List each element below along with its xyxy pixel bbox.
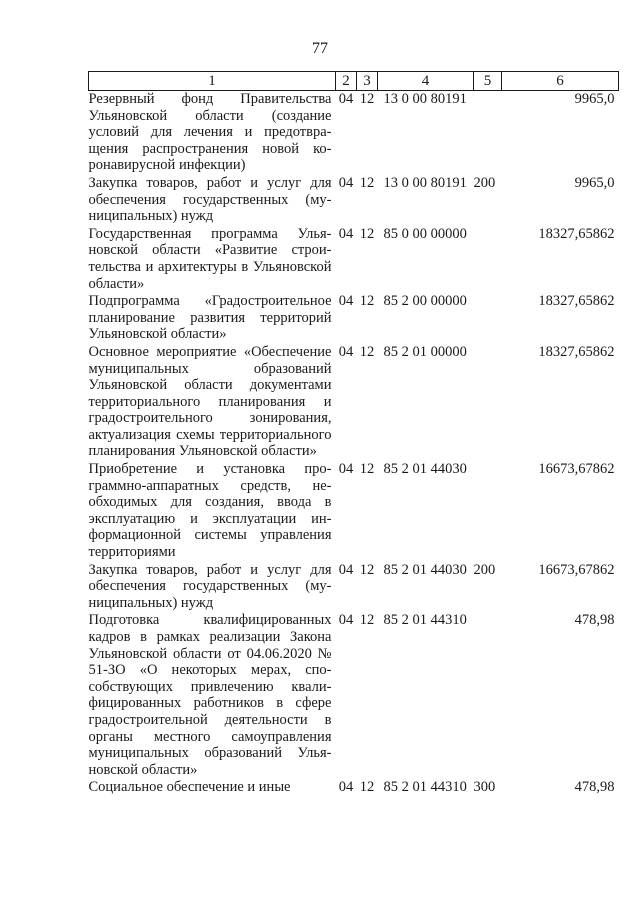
row-name: Приобретение и установка программно-аппаратных средств, необходимых для создания, ввода в эксплуатацию и эксплуатации информационной системы управления территориями — [88, 461, 332, 561]
row-chapter: 04 — [338, 293, 354, 310]
row-expense-type: 300 — [473, 779, 496, 796]
row-amount: 478,98 — [574, 612, 615, 629]
row-name: Подготовка квалифицированных кадров в рамках реализации Закона Ульяновской области от 04.06.2020 № 51-ЗО «О некоторых мерах, способствующих привлечению квалифицированных работников в сфере градостроительной деятельности в органы местного самоуправления муниципальных образований Ульяновской области» — [88, 612, 332, 778]
row-target-code: 85 2 01 44310 — [383, 779, 467, 796]
row-amount: 18327,65862 — [538, 225, 615, 242]
row-section: 12 — [359, 461, 375, 478]
row-chapter: 04 — [338, 779, 354, 796]
row-expense-type — [474, 91, 502, 175]
row-name: Государственная программа Ульяновской области «Развитие строительства и архитектуры в Ульяновской области» — [88, 225, 332, 292]
table-row — [89, 175, 619, 226]
row-name: Закупка товаров, работ и услуг для обеспечения государственных (муниципальных) нужд — [88, 174, 332, 225]
row-name: Закупка товаров, работ и услуг для обеспечения государственных (муниципальных) нужд — [88, 561, 332, 611]
row-section: 12 — [359, 174, 375, 191]
table-row — [89, 344, 619, 461]
table-row — [89, 562, 619, 613]
row-amount: 9965,0 — [574, 174, 615, 191]
row-section: 12 — [359, 343, 375, 360]
row-name: Резервный фонд Правительства Ульяновской области (создание условий для лечения и предотвращения распространения новой коронавирусной инфекции) — [88, 91, 332, 174]
header-col-2: 2 — [336, 72, 357, 91]
row-expense-type: 200 — [473, 174, 496, 191]
row-chapter: 04 — [338, 612, 354, 629]
row-section: 12 — [359, 561, 375, 578]
table-row — [89, 293, 619, 344]
row-expense-type — [474, 226, 502, 293]
header-col-3: 3 — [357, 72, 378, 91]
row-expense-type — [474, 344, 502, 461]
table-body — [89, 91, 619, 797]
row-chapter: 04 — [338, 461, 354, 478]
row-target-code: 85 2 01 44030 — [383, 561, 467, 578]
row-section: 12 — [359, 91, 375, 107]
row-section: 12 — [359, 612, 375, 629]
table-row — [89, 226, 619, 293]
row-expense-type — [474, 612, 502, 779]
budget-table-container — [88, 71, 618, 797]
row-chapter: 04 — [338, 91, 354, 107]
row-target-code: 85 2 01 00000 — [383, 343, 467, 360]
row-name: Социальное обеспечение и иные — [88, 779, 291, 796]
row-amount: 18327,65862 — [538, 293, 615, 310]
row-name: Подпрограмма «Градостроительное планирование развития территорий Ульяновской области» — [88, 293, 332, 343]
row-amount: 18327,65862 — [538, 343, 615, 360]
row-section: 12 — [359, 225, 375, 242]
table-row — [89, 612, 619, 779]
column-number-header-row — [89, 72, 619, 91]
row-target-code: 85 2 00 00000 — [383, 293, 467, 310]
row-expense-type — [474, 293, 502, 344]
header-col-6: 6 — [502, 72, 619, 91]
row-target-code: 85 2 01 44310 — [383, 612, 467, 629]
row-target-code: 13 0 00 80191 — [383, 174, 467, 191]
row-chapter: 04 — [338, 174, 354, 191]
header-col-5: 5 — [474, 72, 502, 91]
row-amount: 16673,67862 — [538, 561, 615, 578]
table-row — [89, 461, 619, 562]
row-amount: 16673,67862 — [538, 461, 615, 478]
row-amount: 478,98 — [574, 779, 615, 796]
row-section: 12 — [359, 293, 375, 310]
table-row — [89, 779, 619, 797]
budget-table — [88, 71, 619, 797]
header-col-4: 4 — [378, 72, 474, 91]
row-expense-type — [474, 461, 502, 562]
header-col-1: 1 — [89, 72, 336, 91]
row-target-code: 13 0 00 80191 — [383, 91, 467, 107]
row-name: Основное мероприятие «Обеспечение муниципальных образований Ульяновской области документами территориального планирования и градостроительного зонирования, актуализация схемы территориального планирования Ульяновской области» — [88, 343, 332, 460]
row-section: 12 — [359, 779, 375, 796]
row-amount: 9965,0 — [574, 91, 615, 107]
row-chapter: 04 — [338, 343, 354, 360]
page-number: 77 — [312, 40, 328, 57]
row-target-code: 85 0 00 00000 — [383, 225, 467, 242]
row-expense-type: 200 — [473, 561, 496, 578]
table-row — [89, 91, 619, 175]
row-target-code: 85 2 01 44030 — [383, 461, 467, 478]
row-chapter: 04 — [338, 225, 354, 242]
row-chapter: 04 — [338, 561, 354, 578]
